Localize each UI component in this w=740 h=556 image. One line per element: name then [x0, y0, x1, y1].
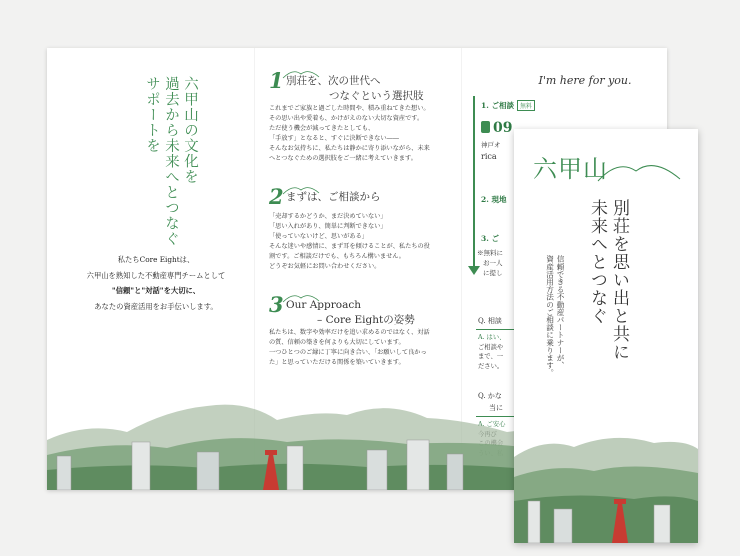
arrow-down-icon [468, 266, 480, 275]
cover-subtitle [544, 255, 565, 415]
section-3 [269, 292, 474, 368]
step-1 [481, 100, 535, 111]
section-title: Our Approach [286, 299, 361, 311]
intro-line: あなたの資産活用をお手伝いします。 [94, 301, 218, 311]
title-column-1: 六甲山の文化を [182, 76, 198, 185]
free-badge: 無料 [517, 100, 535, 111]
faq-question: Q. かな [478, 392, 502, 400]
answer-line: ご相談や [478, 343, 504, 351]
intro-line: "信頼"と"対話"を大切に、 [111, 286, 201, 295]
section-title: まずは、ご相談から [286, 191, 381, 203]
cover-title [586, 199, 630, 389]
step-note: お一人 [483, 259, 503, 267]
answer-line: まで、一 [478, 353, 504, 360]
office-name: 神戸オ [481, 141, 501, 149]
phone-digits: 09 [493, 120, 513, 136]
faq-question: 当に [489, 404, 503, 412]
tagline: I'm here for you. [538, 74, 632, 87]
title-column-3: サポートを [144, 76, 160, 154]
section-1 [269, 68, 474, 164]
step-note: ※無料に [477, 249, 503, 257]
section-number: 1 [269, 68, 284, 93]
cover-title-column: 未来へとつなぐ [587, 199, 607, 325]
step-label: 1. ご相談 [481, 101, 514, 110]
intro-line: 私たちCore Eightは、 [117, 255, 195, 264]
mountain-arc-icon [594, 155, 684, 185]
section-title: 別荘を、次の世代へ [286, 75, 381, 87]
brand-title: 六甲山 [533, 155, 608, 183]
cover-subtitle-column: 信頼できる不動産パートナーが、 [556, 255, 565, 369]
brochure-cover-card [514, 129, 698, 543]
faq-answer [478, 333, 505, 371]
answer-line: ださい。 [478, 362, 504, 370]
phone-icon [481, 121, 490, 133]
intro-text [51, 252, 261, 314]
step-2: 2. 現地 [481, 195, 507, 204]
process-line [473, 96, 475, 268]
title-column-2: 過去から未来へとつなぐ [163, 76, 179, 247]
step-note: に提し [483, 269, 503, 277]
answer-line: A. はい、 [478, 334, 506, 341]
section-body: これまでご家族と過ごした時間や、積み重ねてきた想い。 その思い出や愛着も、かけがえのない大切な資産です。 ただ使う機会が減ってきたとしても、 「手放す」となると、すぐに決断できない―― そんなお気持ちに、私たちは静かに寄り添いながら、未来 へとつなぐための選択肢をご一緒に考えていきます。 [269, 105, 430, 162]
section-number: 2 [269, 184, 284, 209]
section-body: 私たちは、数字や効率だけを追い求めるのではなく、対話 の質、信頼の築きを何よりも大切にしています。 一つひとつのご縁に丁寧に向き合い、「お願いして良かっ た」と思っていただける関係を築いていきます。 [269, 329, 430, 366]
phone-number[interactable] [481, 120, 512, 136]
answer-line: A. ご安心 [478, 421, 506, 428]
step-3: 3. ご [481, 234, 499, 243]
cover-subtitle-column: 資産活用方法のご相談に乗ります。 [545, 255, 555, 377]
section-body: 「売却するかどうか、まだ決めていない」 「思い入れがあり、簡単に判断できない」 「使っていないけど、思いがある」 そんな迷いや感情に、まず耳を傾けることが、私たちの役 割です。ご相談だけでも、もちろん構いません。 どうぞお気軽にお問い合わせください。 [269, 213, 430, 270]
section-number: 3 [269, 292, 284, 317]
intro-line: 六甲山を熟知した不動産専門チームとして [86, 270, 226, 280]
section-2 [269, 184, 474, 272]
contact-name: rica [481, 152, 497, 161]
cover-cityscape-illustration [514, 413, 698, 543]
section-subtitle: つなぐという選択肢 [329, 90, 424, 102]
cover-title-column: 別荘を思い出と共に [609, 199, 629, 361]
section-subtitle: – Core Eightの姿勢 [317, 314, 415, 326]
faq-question: Q. 相談 [478, 317, 502, 325]
